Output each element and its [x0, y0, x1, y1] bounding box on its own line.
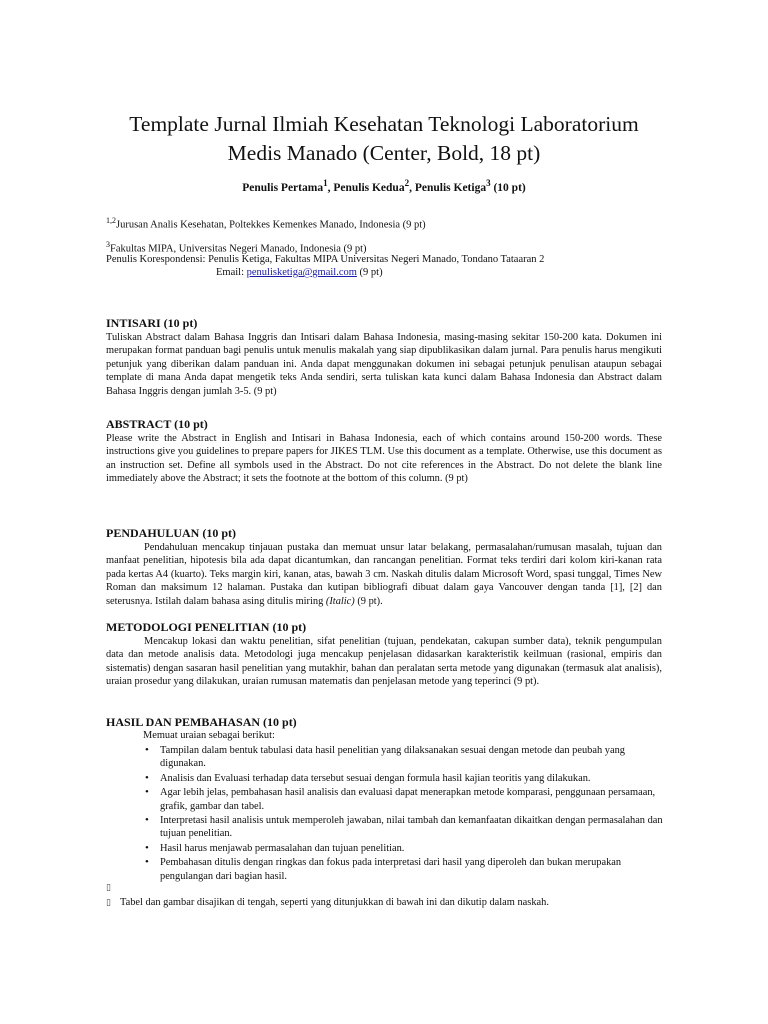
email-label: Email:: [216, 267, 247, 278]
metodologi-heading: METODOLOGI PENELITIAN (10 pt): [106, 620, 307, 634]
author-separator: ,: [409, 181, 415, 194]
affiliation-1-2-text: Jurusan Analis Kesehatan, Poltekkes Kemenkes Manado, Indonesia (9 pt): [116, 219, 426, 231]
email-size-note: (9 pt): [356, 267, 383, 278]
affiliation-1-2-mark: 1,2: [106, 216, 116, 225]
corresponding-author: Penulis Korespondensi: Penulis Ketiga, Fakultas MIPA Universitas Negeri Manado, Tondano Tataaran 2: [106, 254, 545, 265]
empty-symbol-row: [106, 882, 120, 893]
intisari-body: Tuliskan Abstract dalam Bahasa Inggris dan Intisari dalam Bahasa Indonesia, masing-masing sekitar 150-200 kata. Dokumen ini merupakan format panduan bagi penulis untuk menulis makalah yang siap dipublikasikan dalam jurnal. Para penulis harus mengikuti petunjuk yang diberikan dalam panduan ini. Anda dapat menggunakan dokumen ini sebagai petunjuk penulisan ataupun sebagai template di mana Anda dapat mengetik teks Anda sendiri, serta tuliskan kata kunci dalam Bahasa Indonesia dan Abstract dalam Bahasa Inggris dengan jumlah 3-5. (9 pt): [106, 332, 662, 397]
list-item: • Analisis dan Evaluasi terhadap data tersebut sesuai dengan formula hasil kajian teoritis yang dilakukan.: [143, 772, 663, 785]
pendahuluan-heading: PENDAHULUAN (10 pt): [106, 526, 236, 540]
abstract-heading: ABSTRACT (10 pt): [106, 417, 208, 431]
table-figure-note: [106, 897, 549, 908]
missing-glyph-icon: ▯: [106, 898, 111, 908]
list-item: • Agar lebih jelas, pembahasan hasil analisis dan evaluasi dapat menerapkan metode komparasi, penggunaan persamaan, grafik, gambar dan tabel.: [143, 786, 663, 813]
affiliation-1-2: [106, 214, 426, 232]
author-size-note: (10 pt): [490, 181, 526, 194]
author-1-mark: 1: [323, 178, 328, 188]
author-line: [0, 178, 768, 194]
hasil-bullet-list: [143, 744, 663, 884]
affiliation-3-mark: 3: [106, 240, 110, 249]
email-link[interactable]: penulisketiga@gmail.com: [246, 267, 357, 278]
hasil-heading: HASIL DAN PEMBAHASAN (10 pt): [106, 715, 297, 729]
author-3: Penulis Ketiga: [414, 181, 487, 194]
intisari-heading: INTISARI (10 pt): [106, 316, 198, 330]
italic-term: (Italic): [325, 595, 355, 607]
affiliation-3-text: Fakultas MIPA, Universitas Negeri Manado, Indonesia (9 pt): [110, 243, 367, 255]
abstract-body: Please write the Abstract in English and Intisari in Bahasa Indonesia, each of which contains around 150-200 words. These instructions give you guidelines to prepare papers for JIKES TLM. Use this document as a template. Otherwise, use this document as an instruction set. Define all symbols used in the Abstract. Do not cite references in the Abstract. Do not delete the blank line immediately above the Abstract; it sets the footnote at the bottom of this column. (9 pt): [106, 433, 662, 485]
list-item: • Tampilan dalam bentuk tabulasi data hasil penelitian yang dilaksanakan sesuai dengan metode dan peubah yang digunakan.: [143, 744, 663, 771]
metodologi-body: Mencakup lokasi dan waktu penelitian, sifat penelitian (tujuan, pendekatan, cakupan sumber data), teknik pengumpulan data dan metode analisis data. Metodologi juga mencakup penjelasan didasarkan karakteristik keilmuan (rasional, empiris dan sistematis) dengan sasaran hasil penelitian yang mutakhir, bahan dan peralatan serta metode yang digunakan (termasuk alat analisis), uraian prosedur yang dilakukan, uraian rumusan matematis dan penjelasan metode yang teperinci (9 pt).: [106, 636, 662, 688]
author-2-mark: 2: [404, 178, 410, 188]
email-line: [216, 266, 383, 279]
table-figure-note-text: Tabel dan gambar disajikan di tengah, seperti yang ditunjukkan di bawah ini dan dikutip dalam naskah.: [120, 897, 549, 908]
pendahuluan-body: [106, 541, 662, 608]
list-item: • Pembahasan ditulis dengan ringkas dan fokus pada interpretasi dari hasil yang diperoleh dan bukan merupakan pengulangan dari bagian hasil.: [143, 856, 663, 883]
author-2: Penulis Kedua: [333, 181, 405, 194]
title-line-2: Medis Manado (Center, Bold, 18 pt): [227, 141, 541, 165]
pendahuluan-text: Pendahuluan mencakup tinjauan pustaka dan memuat unsur latar belakang, permasalahan/rumusan masalah, tujuan dan manfaat penelitian, hipotesis bila ada dapat dicantumkan, dan rancangan penelitian. Format teks terdiri dari kolom kiri-kanan rata pada kertas A4 (kuarto). Teks margin kiri, kanan, atas, bawah 3 cm. Naskah ditulis dalam Microsoft Word, spasi tunggal, Times New Roman dan maksimum 12 halaman. Pustaka dan kutipan bibliografi dibuat dalam gaya Vancouver dengan tanda [1], [2] dan seterusnya. Istilah dalam bahasa asing ditulis miring: [106, 542, 662, 607]
author-1: Penulis Pertama: [242, 181, 324, 194]
pendahuluan-size-note: (9 pt).: [354, 595, 383, 607]
paper-title: [100, 110, 668, 168]
author-separator: ,: [327, 181, 334, 194]
author-3-mark: 3: [486, 178, 491, 188]
list-item: • Hasil harus menjawab permasalahan dan tujuan penelitian.: [143, 842, 663, 855]
title-line-1: Template Jurnal Ilmiah Kesehatan Teknologi Laboratorium: [129, 112, 639, 136]
list-item: • Interpretasi hasil analisis untuk memperoleh jawaban, nilai tambah dan kemanfaatan dikaitkan dengan permasalahan dan tujuan penelitian.: [143, 814, 663, 841]
missing-glyph-icon: ▯: [106, 883, 111, 893]
hasil-intro: Memuat uraian sebagai berikut:: [143, 730, 275, 741]
